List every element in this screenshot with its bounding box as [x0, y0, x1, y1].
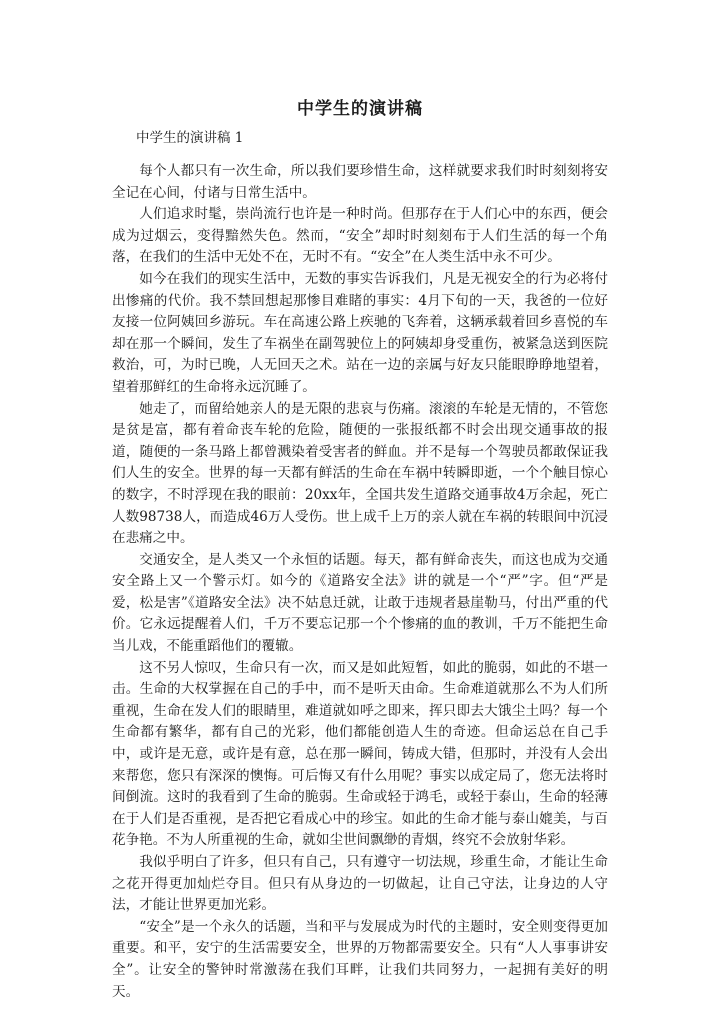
document-body [112, 161, 608, 1003]
paragraph: “安全”是一个永久的话题，当和平与发展成为时代的主题时，安全则变得更加重要。和平，安宁的生活需要安全，世界的万物都需要安全。只有“人人事事讲安全”。让安全的警钟时常激荡在我们耳畔，让我们共同努力，一起拥有美好的明天。 [112, 918, 608, 1000]
paragraph: 这不另人惊叹，生命只有一次，而又是如此短暂，如此的脆弱，如此的不堪一击。生命的大权掌握在自己的手中，而不是听天由命。生命难道就那么不为人们所重视，生命在发人们的眼睛里，难道就如呼之即来，挥只即去大饿尘土吗？每一个生命都有繁华，都有自己的光彩，他们都能创造人生的奇迹。但命运总在自己手中，或许是无意，或许是有意，总在那一瞬间，铸成大错，但那时，并没有人会出来帮您，您只有深深的懊悔。可后悔又有什么用呢？事实以成定局了，您无法将时间倒流。这时的我看到了生命的脆弱。生命或轻于鸿毛，或轻于泰山，生命的轻薄在于人们是否重视，是否把它看成心中的珍宝。如此的生命才能与泰山媲美，与百花争艳。不为人所重视的生命，就如尘世间飘缈的青烟，终究不会放射华彩。 [112, 659, 608, 849]
paragraph: 如今在我们的现实生活中，无数的事实告诉我们，凡是无视安全的行为必将付出惨痛的代价。我不禁回想起那惨目难睹的事实：4月下旬的一天，我爸的一位好友接一位阿姨回乡游玩。车在高速公路上疾驰的飞奔着，这辆承载着回乡喜悦的车却在那一个瞬间，发生了车祸坐在副驾驶位上的阿姨却身受重伤，被紧急送到医院救治，可，为时已晚，人无回天之术。站在一边的亲属与好友只能眼睁睁地望着，望着那鲜红的生命将永远沉睡了。 [112, 270, 608, 395]
section-subtitle: 中学生的演讲稿 1 [136, 130, 244, 146]
paragraph: 她走了，而留给她亲人的是无限的悲哀与伤痛。滚滚的车轮是无情的，不管您是贫是富，都有着命丧车轮的危险，随便的一张报纸都不时会出现交通事故的报道，随便的一条马路上都曾溅染着受害者的鲜血。并不是每一个驾驶员都敢保证我们人生的安全。世界的每一天都有鲜活的生命在车祸中转瞬即逝，一个个触目惊心的数字，不时浮现在我的眼前：20xx年，全国共发生道路交通事故4万余起，死亡人数98738人，而造成46万人受伤。世上成千上万的亲人就在车祸的转眼间中沉浸在悲痛之中。 [112, 400, 608, 547]
paragraph: 每个人都只有一次生命，所以我们要珍惜生命，这样就要求我们时时刻刻将安全记在心间，付诸与日常生活中。 [112, 163, 608, 201]
paragraph: 交通安全，是人类又一个永恒的话题。每天，都有鲜命丧失，而这也成为交通安全路上又一个警示灯。如今的《道路安全法》讲的就是一个“严”字。但“严是爱，松是害”《道路安全法》决不姑息迁就，让敢于违规者悬崖勒马，付出严重的代价。它永远提醒着人们，千万不要忘记那一个个惨痛的血的教训，千万不能把生命当儿戏，不能重蹈他们的覆辙。 [112, 551, 608, 655]
paragraph: 人们追求时髦，崇尚流行也许是一种时尚。但那存在于人们心中的东西，便会成为过烟云，变得黯然失色。然而，“安全”却时时刻刻布于人们生活的每一个角落，在我们的生活中无处不在，无时不有。“安全”在人类生活中永不可少。 [112, 206, 608, 266]
paragraph: 我似乎明白了许多，但只有自己，只有遵守一切法规，珍重生命，才能让生命之花开得更加灿烂夺目。但只有从身边的一切做起，让自己守法，让身边的人守法，才能让世界更加光彩。 [112, 854, 608, 914]
page-title: 中学生的演讲稿 [297, 99, 423, 119]
